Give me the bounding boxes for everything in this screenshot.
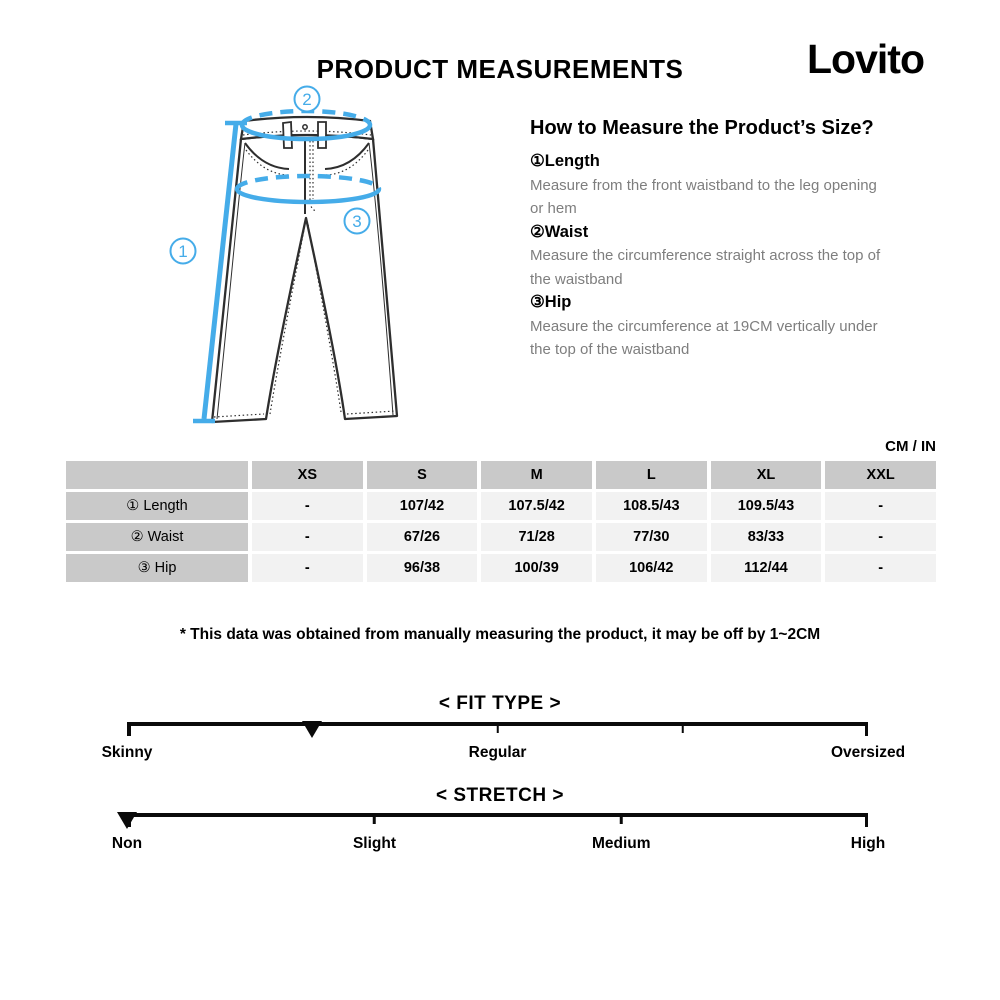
size-value-cell: 107.5/42	[481, 492, 592, 520]
scale-label-medium: Medium	[591, 835, 651, 852]
annotation-number-2: 2	[302, 90, 312, 109]
scale-tick	[373, 813, 376, 824]
size-row-label: ② Waist	[66, 523, 248, 551]
fit-scale-labels	[101, 744, 906, 762]
size-value-cell: -	[252, 554, 363, 582]
size-column-header	[66, 461, 248, 489]
size-value-cell: 67/26	[367, 523, 478, 551]
table-row-waist	[66, 523, 936, 551]
stretch-scale-line	[127, 813, 868, 817]
size-column-header: M	[481, 461, 592, 489]
guide-item-label: ③Hip	[530, 293, 572, 311]
pants-sketch	[212, 117, 397, 422]
guide-item-desc: Measure the circumference at 19CM vertically under the top of the waistband	[530, 317, 878, 358]
unit-label: CM / IN	[885, 438, 936, 455]
size-table	[62, 458, 940, 585]
scale-label-slight: Slight	[352, 835, 397, 852]
size-value-cell: 106/42	[596, 554, 707, 582]
size-row-label: ③ Hip	[66, 554, 248, 582]
size-value-cell: 96/38	[367, 554, 478, 582]
size-value-cell: 77/30	[596, 523, 707, 551]
fit-scale-marker	[302, 721, 322, 738]
fit-scale-track	[127, 722, 868, 742]
guide-item-hip	[530, 291, 882, 362]
guide-item-desc: Measure from the front waistband to the leg opening or hem	[530, 176, 877, 217]
guide-item-length	[530, 150, 882, 221]
size-value-cell: -	[825, 523, 936, 551]
size-row-label: ① Length	[66, 492, 248, 520]
footnote: * This data was obtained from manually measuring the product, it may be off by 1~2CM	[179, 626, 821, 643]
size-value-cell: -	[825, 554, 936, 582]
stretch-scale-labels	[111, 835, 886, 853]
size-column-header: XL	[711, 461, 822, 489]
size-value-cell: 100/39	[481, 554, 592, 582]
size-value-cell: 71/28	[481, 523, 592, 551]
stretch-scale-marker	[117, 812, 137, 829]
stretch-scale-title: < STRETCH >	[436, 785, 564, 806]
size-value-cell: -	[252, 492, 363, 520]
size-table-header-row	[66, 461, 936, 489]
pants-diagram	[150, 85, 500, 435]
guide-item-waist	[530, 221, 882, 292]
scale-tick	[496, 722, 499, 733]
page-title: PRODUCT MEASUREMENTS	[316, 54, 684, 84]
scale-label-skinny: Skinny	[101, 744, 153, 761]
size-column-header: XS	[252, 461, 363, 489]
size-column-header: S	[367, 461, 478, 489]
measure-guide	[530, 116, 882, 362]
guide-title: How to Measure the Product’s Size?	[530, 117, 874, 139]
scale-label-regular: Regular	[468, 744, 527, 761]
guide-item-label: ①Length	[530, 152, 600, 170]
annotation-number-1: 1	[178, 242, 188, 261]
size-value-cell: 108.5/43	[596, 492, 707, 520]
size-value-cell: -	[825, 492, 936, 520]
scale-label-oversized: Oversized	[830, 744, 906, 761]
size-value-cell: -	[252, 523, 363, 551]
belt-loop	[283, 122, 292, 148]
size-column-header: XXL	[825, 461, 936, 489]
size-value-cell: 107/42	[367, 492, 478, 520]
table-row-length	[66, 492, 936, 520]
guide-item-label: ②Waist	[530, 222, 589, 241]
annotation-number-3: 3	[352, 212, 362, 231]
table-row-hip	[66, 554, 936, 582]
scale-label-non: Non	[111, 835, 143, 852]
size-value-cell: 112/44	[711, 554, 822, 582]
stretch-scale-track	[127, 813, 868, 833]
scale-tick	[682, 722, 685, 733]
size-value-cell: 83/33	[711, 523, 822, 551]
brand-logo: Lovito	[807, 36, 924, 82]
size-value-cell: 109.5/43	[711, 492, 822, 520]
belt-loop	[318, 122, 326, 148]
scale-label-high: High	[850, 835, 886, 852]
size-column-header: L	[596, 461, 707, 489]
scale-tick	[620, 813, 623, 824]
fit-scale-title: < FIT TYPE >	[438, 693, 562, 714]
guide-item-desc: Measure the circumference straight across the top of the waistband	[530, 247, 881, 288]
